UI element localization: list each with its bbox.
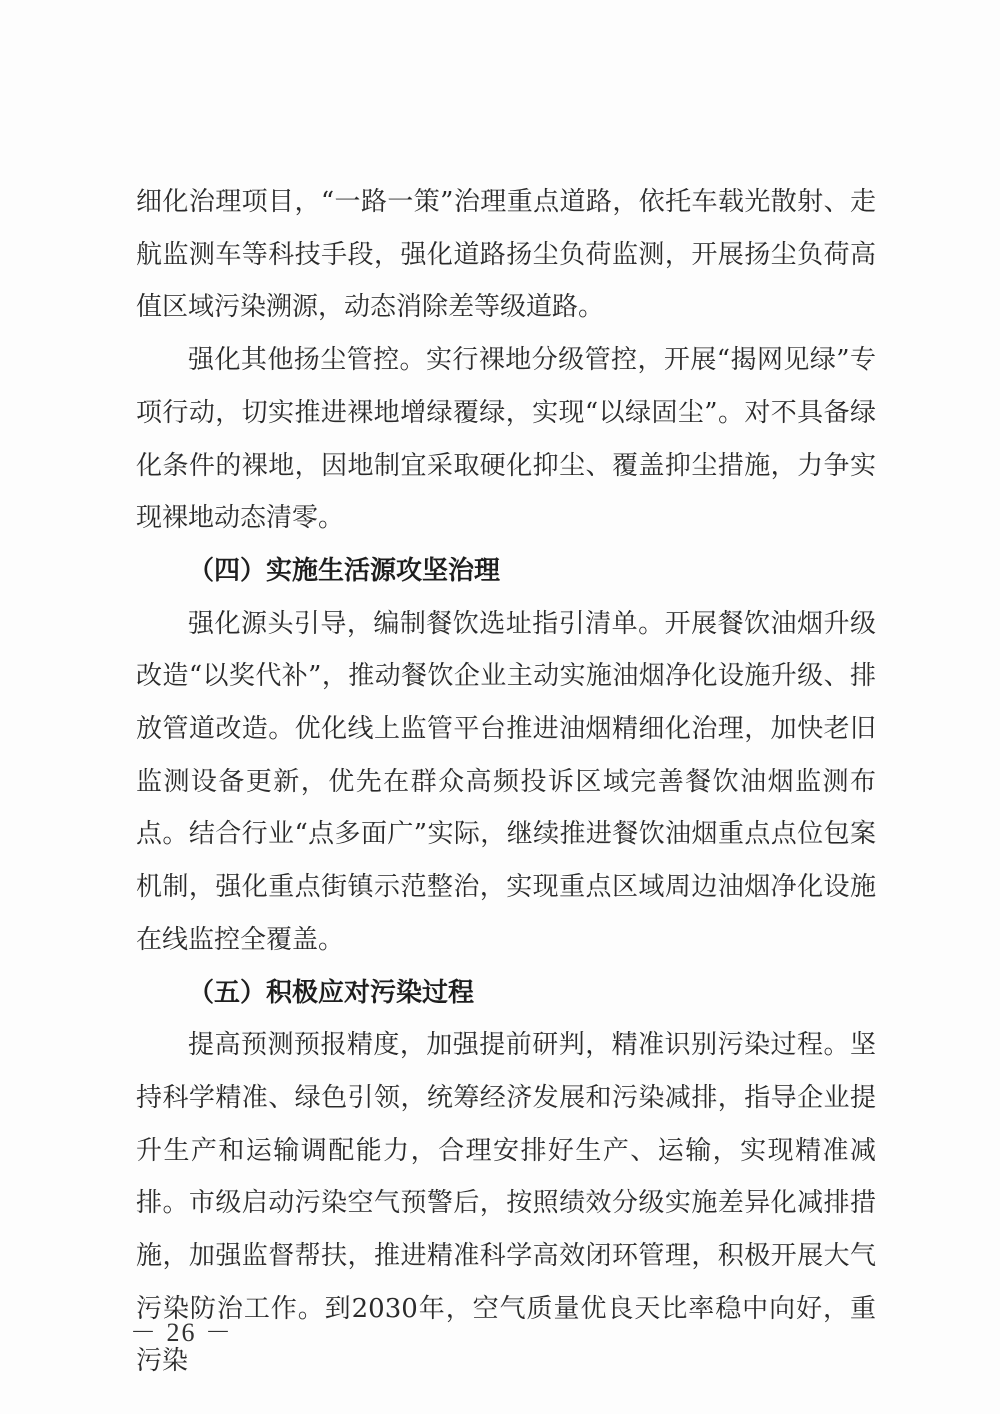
document-body xyxy=(136,176,876,1388)
paragraph-pollution-response: 提高预测预报精度，加强提前研判，精准识别污染过程。坚持科学精准、绿色引领，统筹经济发展和污染减排，指导企业提升生产和运输调配能力，合理安排好生产、运输，实现精准减排。市级启动污染空气预警后，按照绩效分级实施差异化减排措施，加强监督帮扶，推进精准科学高效闭环管理，积极开展大气污染防治工作。到2030年，空气质量优良天比率稳中向好，重污染 xyxy=(136,1030,876,1377)
paragraph-continuation: 细化治理项目，“一路一策”治理重点道路，依托车载光散射、走航监测车等科技手段，强化道路扬尘负荷监测，开展扬尘负荷高值区域污染溯源，动态消除差等级道路。 xyxy=(136,187,876,323)
paragraph-dust-control: 强化其他扬尘管控。实行裸地分级管控，开展“揭网见绿”专项行动，切实推进裸地增绿覆绿，实现“以绿固尘”。对不具备绿化条件的裸地，因地制宜采取硬化抑尘、覆盖抑尘措施，力争实现裸地动态清零。 xyxy=(136,345,876,534)
page-number: － 26 － xyxy=(130,1318,234,1347)
section-heading-5: （五）积极应对污染过程 xyxy=(188,977,475,1008)
paragraph-catering-fumes: 强化源头引导，编制餐饮选址指引清单。开展餐饮油烟升级改造“以奖代补”，推动餐饮企业主动实施油烟净化设施升级、排放管道改造。优化线上监管平台推进油烟精细化治理，加快老旧监测设备更新，优先在群众高频投诉区域完善餐饮油烟监测布点。结合行业“点多面广”实际，继续推进餐饮油烟重点点位包案机制，强化重点街镇示范整治，实现重点区域周边油烟净化设施在线监控全覆盖。 xyxy=(136,608,876,955)
section-heading-4: （四）实施生活源攻坚治理 xyxy=(188,555,501,586)
